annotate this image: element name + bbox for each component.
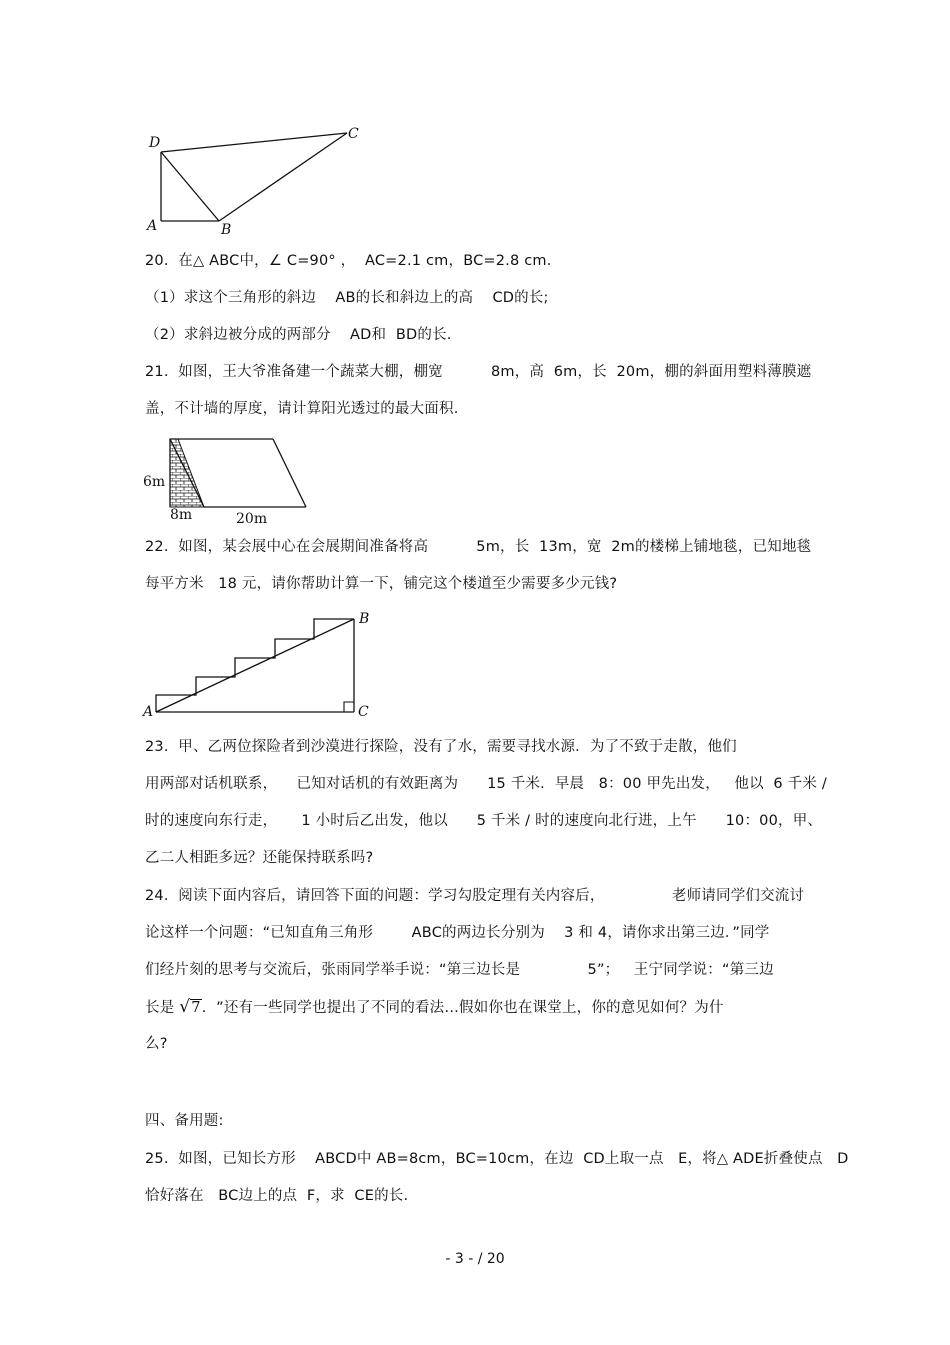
label-a: A bbox=[143, 704, 154, 720]
label-a: A bbox=[147, 218, 158, 234]
page-number: - 3 - / 20 bbox=[445, 1251, 505, 1267]
problem-24-line-1: 24. 阅读下面内容后，请回答下面的问题：学习勾股定理有关内容后， 老师请同学们交流讨 bbox=[145, 888, 805, 904]
problem-24-line-3: 们经片刻的思考与交流后，张雨同学举手说：“第三边长是 5”； 王宁同学说：“第三边 bbox=[145, 962, 774, 978]
label-d: D bbox=[149, 135, 161, 151]
staircase-figure bbox=[140, 605, 390, 720]
label-length-20m: 20m bbox=[236, 511, 268, 525]
section-4-heading: 四、备用题: bbox=[145, 1113, 224, 1129]
sqrt-expression bbox=[179, 997, 201, 1018]
label-b: B bbox=[359, 611, 370, 627]
sqrt-sign-icon: √ bbox=[179, 997, 191, 1017]
problem-24-line-5: 么? bbox=[145, 1036, 168, 1052]
label-width-8m: 8m bbox=[170, 507, 193, 523]
problem-23-line-2: 用两部对话机联系， 已知对话机的有效距离为 15 千米．早晨 8：00 甲先出发， 他以 6 千米 / bbox=[145, 776, 827, 792]
triangle-figure bbox=[135, 120, 375, 235]
problem-24-line-2: 论这样一个问题：“已知直角三角形 ABC的两边长分别为 3 和 4，请你求出第三边．”同学 bbox=[145, 925, 770, 941]
problem-24-line-4 bbox=[145, 997, 724, 1018]
problem-21-line-1: 21. 如图，王大爷准备建一个蔬菜大棚，棚宽 8m，高 6m，长 20m，棚的斜面用塑料薄膜遮 bbox=[145, 364, 812, 380]
label-b: B bbox=[221, 222, 232, 235]
label-c: C bbox=[348, 126, 359, 142]
problem-23-line-1: 23. 甲、乙两位探险者到沙漠进行探险，没有了水，需要寻找水源．为了不致于走散，他们 bbox=[145, 739, 737, 755]
problem-20-line-2: （1）求这个三角形的斜边 AB的长和斜边上的高 CD的长; bbox=[145, 290, 549, 306]
problem-24-line-4-start: 长是 bbox=[145, 1000, 180, 1016]
problem-24-line-4-end: . ”还有一些同学也提出了不同的看法…假如你也在课堂上，你的意见如何？为什 bbox=[201, 1000, 724, 1016]
label-height-6m: 6m bbox=[143, 474, 166, 490]
problem-25-line-2: 恰好落在 BC边上的点 F，求 CE的长. bbox=[145, 1188, 409, 1204]
greenhouse-figure bbox=[140, 430, 320, 525]
problem-22-line-2: 每平方米 18 元，请你帮助计算一下，铺完这个楼道至少需要多少元钱? bbox=[145, 576, 618, 592]
problem-23-line-3: 时的速度向东行走， 1 小时后乙出发，他以 5 千米 / 时的速度向北行进，上午 10：00，甲、 bbox=[145, 813, 823, 829]
problem-22-line-1: 22. 如图，某会展中心在会展期间准备将高 5m，长 13m，宽 2m的楼梯上铺地毯，已知地毯 bbox=[145, 539, 812, 555]
sqrt-radicand: 7 bbox=[191, 1000, 201, 1016]
problem-20-line-1: 20. 在△ ABC中，∠ C=90° ， AC=2.1 cm，BC=2.8 cm． bbox=[145, 253, 562, 269]
problem-20-line-3: （2）求斜边被分成的两部分 AD和 BD的长. bbox=[145, 327, 452, 343]
problem-21-line-2: 盖，不计墙的厚度，请计算阳光透过的最大面积. bbox=[145, 401, 459, 417]
label-c: C bbox=[358, 704, 369, 720]
problem-23-line-4: 乙二人相距多远？还能保持联系吗? bbox=[145, 850, 374, 866]
problem-25-line-1: 25. 如图，已知长方形 ABCD中 AB=8cm，BC=10cm，在边 CD上取一点 E，将△ ADE折叠使点 D bbox=[145, 1151, 849, 1167]
